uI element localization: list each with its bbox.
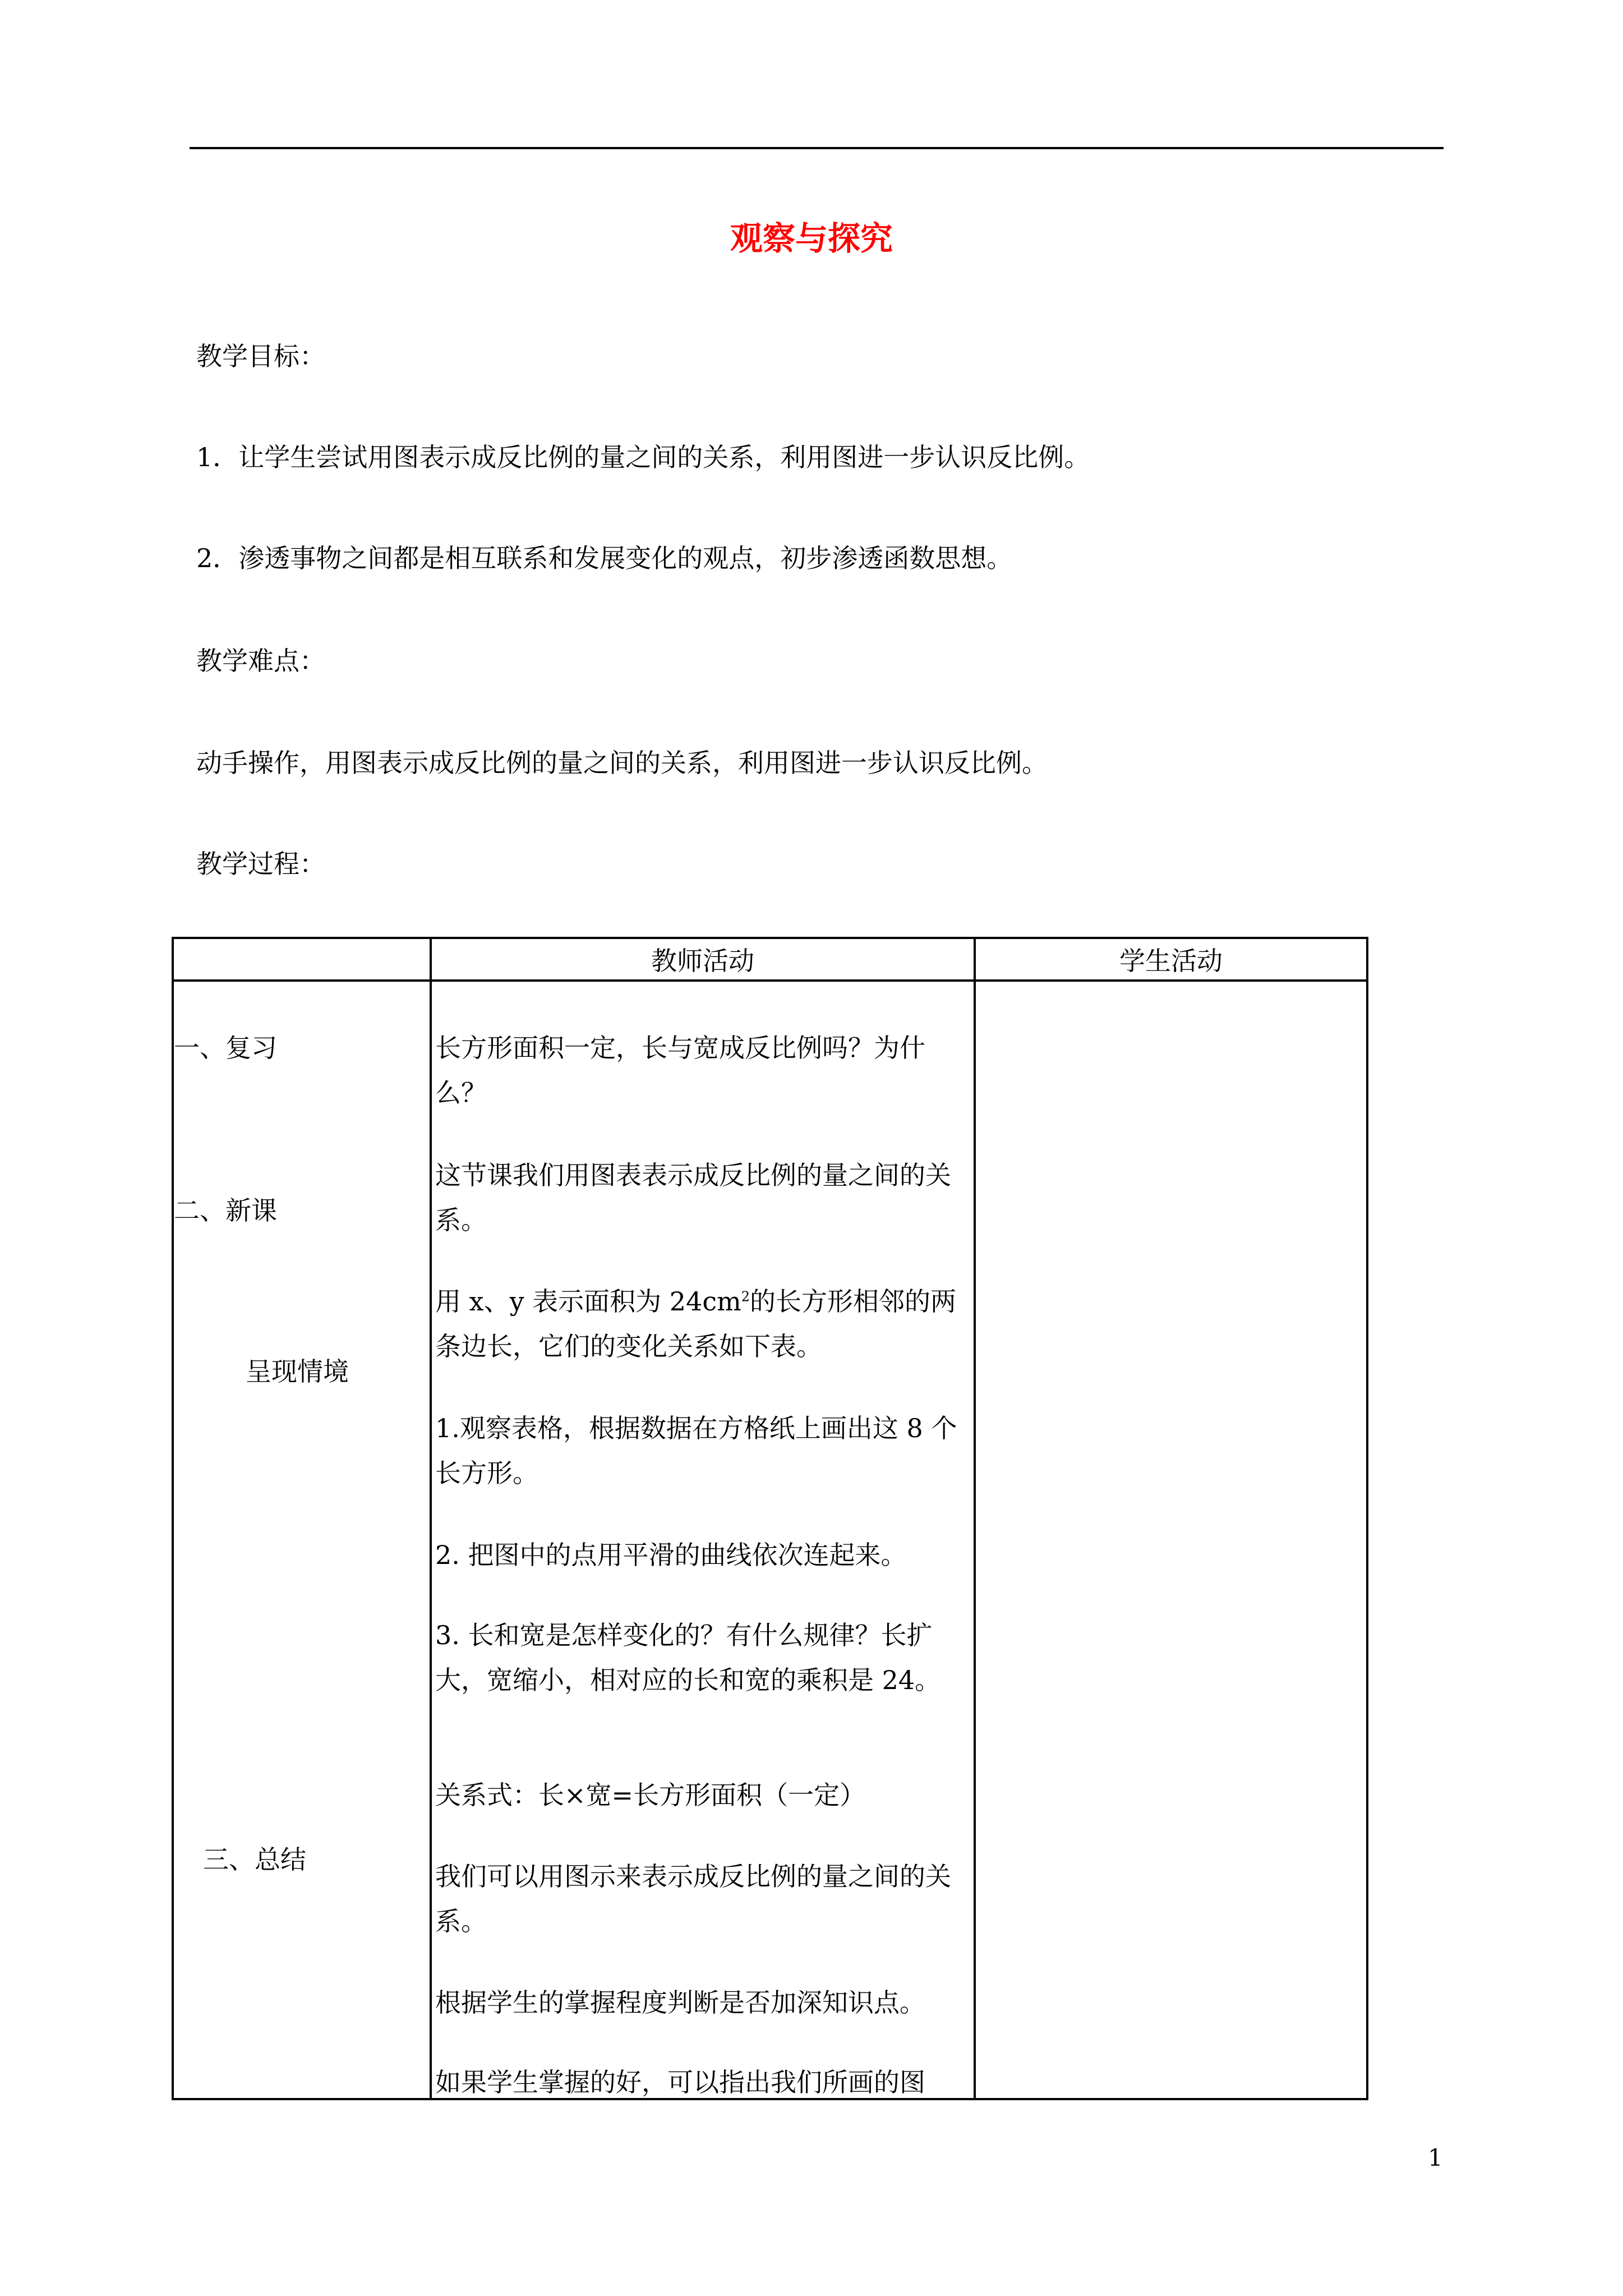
- objective-2: 2．渗透事物之间都是相互联系和发展变化的观点，初步渗透函数思想。: [196, 543, 1013, 573]
- teacher-p10: 如果学生掌握的好，可以指出我们所画的图: [435, 2067, 925, 2097]
- objectives-heading: 教学目标：: [196, 341, 325, 371]
- teacher-p3-text-after: 的长方形相邻的两条边长，它们的变化关系如下表。: [435, 1286, 956, 1361]
- stage-summary: 三、总结: [203, 1844, 306, 1875]
- teacher-p5: 2. 把图中的点用平滑的曲线依次连起来。: [435, 1540, 907, 1570]
- table-row: [173, 981, 1367, 2099]
- page-title: 观察与探究: [730, 219, 893, 257]
- stage-cell: [173, 981, 431, 2099]
- student-activity-cell: [975, 981, 1367, 2099]
- teacher-p3: [435, 1279, 968, 1369]
- stage-new-lesson: 二、新课: [174, 1195, 277, 1226]
- teacher-p8: 我们可以用图示来表示成反比例的量之间的关系。: [435, 1861, 951, 1936]
- teacher-activity-cell: [431, 981, 975, 2099]
- difficulty-heading: 教学难点：: [196, 646, 325, 676]
- objective-1: 1．让学生尝试用图表示成反比例的量之间的关系，利用图进一步认识反比例。: [196, 442, 1090, 472]
- header-student-activity: 学生活动: [975, 938, 1367, 981]
- teacher-p4: 1.观察表格，根据数据在方格纸上画出这 8 个长方形。: [435, 1413, 957, 1488]
- teacher-p1: 长方形面积一定，长与宽成反比例吗？为什么？: [435, 1033, 925, 1108]
- process-heading: 教学过程：: [196, 849, 325, 879]
- teacher-p2: 这节课我们用图表表示成反比例的量之间的关系。: [435, 1160, 951, 1235]
- header-teacher-activity: 教师活动: [431, 938, 975, 981]
- teacher-p7: 关系式：长×宽=长方形面积（一定）: [435, 1780, 866, 1810]
- lesson-table: [172, 937, 1368, 2100]
- stage-review: 一、复习: [174, 1033, 277, 1063]
- table-header-row: [173, 938, 1367, 981]
- page-number: 1: [1428, 2144, 1443, 2171]
- difficulty-text: 动手操作，用图表示成反比例的量之间的关系，利用图进一步认识反比例。: [196, 748, 1048, 778]
- teacher-p3-superscript: 2: [741, 1289, 750, 1305]
- header-stage: [173, 938, 431, 981]
- teacher-p9: 根据学生的掌握程度判断是否加深知识点。: [435, 1987, 925, 2018]
- header-rule: [190, 147, 1444, 149]
- stage-situation: 呈现情境: [246, 1356, 349, 1387]
- teacher-p6: 3. 长和宽是怎样变化的？有什么规律？长扩大，宽缩小，相对应的长和宽的乘积是 24。: [435, 1620, 941, 1695]
- teacher-p3-text: 用 x、y 表示面积为 24cm: [435, 1286, 741, 1317]
